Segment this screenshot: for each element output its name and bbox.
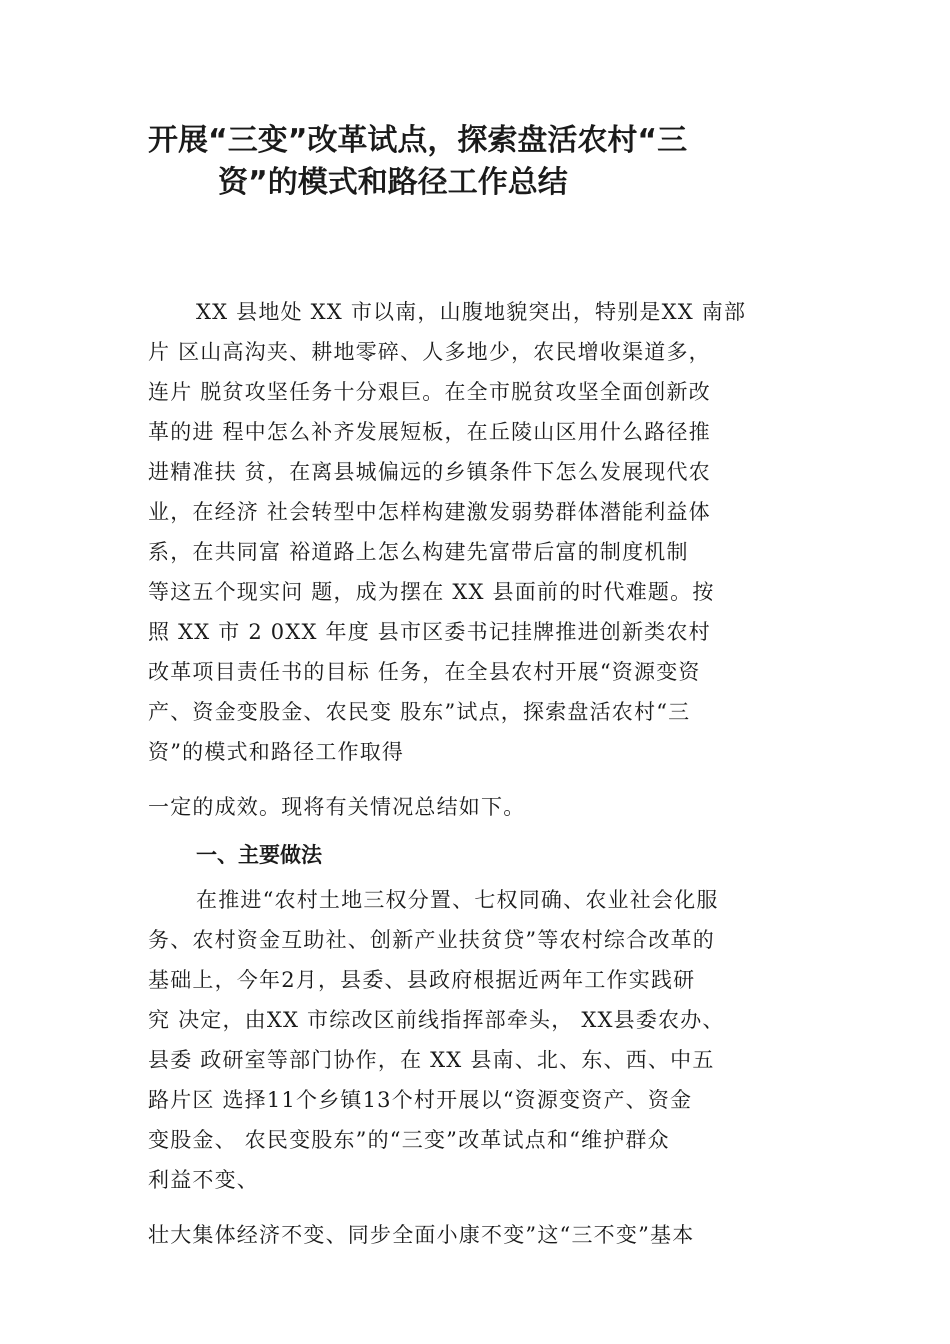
intro-line: 系，在共同富 裕道路上怎么构建先富带后富的制度机制 — [148, 540, 689, 564]
section-line: 基础上，今年2月，县委、县政府根据近两年工作实践研 — [148, 968, 696, 992]
intro-line: 等这五个现实问 题，成为摆在 XX 县面前的时代难题。按 — [148, 580, 715, 604]
intro-line: 产、资金变股金、农民变 股东”试点，探索盘活农村“三 — [148, 700, 691, 724]
section-line: 县委 政研室等部门协作，在 XX 县南、北、东、西、中五 — [148, 1048, 715, 1072]
intro-line: 照 XX 市 2 0XX 年度 县市区委书记挂牌推进创新类农村 — [148, 620, 711, 644]
section-line: 务、农村资金互助社、创新产业扶贫贷”等农村综合改革的 — [148, 928, 715, 952]
intro-line: 革的进 程中怎么补齐发展短板，在丘陵山区用什么路径推 — [148, 420, 711, 444]
intro-line: 业，在经济 社会转型中怎样构建激发弱势群体潜能利益体 — [148, 500, 711, 524]
section-line: 在推进“农村土地三权分置、七权同确、农业社会化服 — [196, 888, 719, 912]
document-title-line-2: 资”的模式和路径工作总结 — [218, 165, 568, 200]
section-line: 利益不变、 — [148, 1168, 259, 1192]
document-title-line-1: 开展“三变”改革试点，探索盘活农村“三 — [148, 123, 688, 158]
section-heading: 一、主要做法 — [196, 843, 322, 867]
section-line: 变股金、 农民变股东”的“三变”改革试点和“维护群众 — [148, 1128, 670, 1152]
intro-line: XX 县地处 XX 市以南，山腹地貌突出，特别是XX 南部 — [196, 300, 747, 324]
intro-line: 连片 脱贫攻坚任务十分艰巨。在全市脱贫攻坚全面创新改 — [148, 380, 711, 404]
intro-line: 资”的模式和路径工作取得 — [148, 740, 405, 764]
section-tail: 壮大集体经济不变、同步全面小康不变”这“三不变”基本 — [148, 1223, 695, 1247]
intro-line: 改革项目责任书的目标 任务，在全县农村开展“资源变资 — [148, 660, 701, 684]
intro-tail: 一定的成效。现将有关情况总结如下。 — [148, 795, 526, 819]
section-line: 究 决定，由XX 市综改区前线指挥部牵头， XX县委农办、 — [148, 1008, 725, 1032]
section-line: 路片区 选择11个乡镇13个村开展以“资源变资产、资金 — [148, 1088, 693, 1112]
intro-line: 片 区山高沟夹、耕地零碎、人多地少，农民增收渠道多， — [148, 340, 711, 364]
intro-line: 进精准扶 贫，在离县城偏远的乡镇条件下怎么发展现代农 — [148, 460, 711, 484]
